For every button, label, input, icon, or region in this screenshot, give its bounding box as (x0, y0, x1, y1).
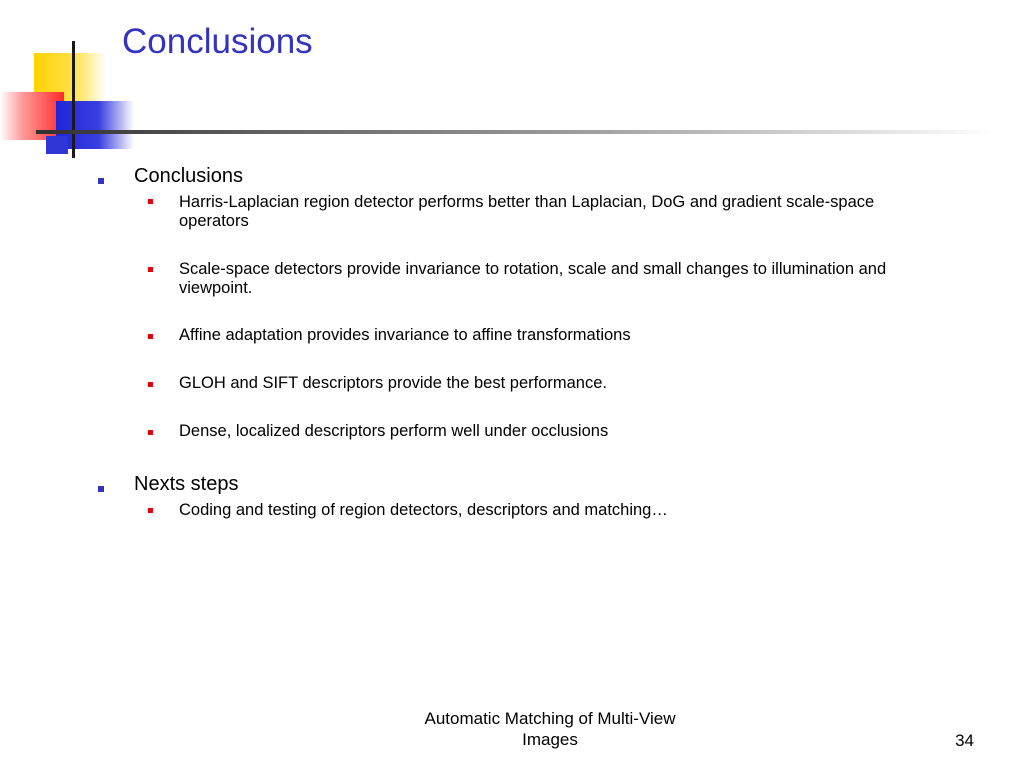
section-bullet (98, 486, 104, 492)
list-item: Dense, localized descriptors perform well under occlusions (179, 422, 609, 440)
item-bullet (148, 199, 153, 204)
list-item: Coding and testing of region detectors, descriptors and matching… (179, 501, 668, 519)
list-item: GLOH and SIFT descriptors provide the best performance. (179, 374, 607, 392)
section-heading-next-steps: Nexts steps (134, 473, 239, 495)
section-bullet (98, 178, 104, 184)
item-bullet (148, 334, 153, 339)
slide-title: Conclusions (122, 22, 313, 61)
item-bullet (148, 267, 153, 272)
list-item: Affine adaptation provides invariance to affine transformations (179, 326, 631, 344)
footer-line-2: Images (522, 730, 578, 749)
item-bullet (148, 382, 153, 387)
item-bullet (148, 508, 153, 513)
footer-line-1: Automatic Matching of Multi-View (424, 709, 676, 728)
item-bullet (148, 430, 153, 435)
page-number: 34 (955, 731, 974, 750)
section-heading-conclusions: Conclusions (134, 165, 243, 187)
list-item: Scale-space detectors provide invariance to rotation, scale and small changes to illumination and viewpoint. (179, 260, 887, 297)
list-item: Harris-Laplacian region detector performs better than Laplacian, DoG and gradient scale-space operators (179, 193, 875, 230)
slide-footer (380, 708, 720, 750)
